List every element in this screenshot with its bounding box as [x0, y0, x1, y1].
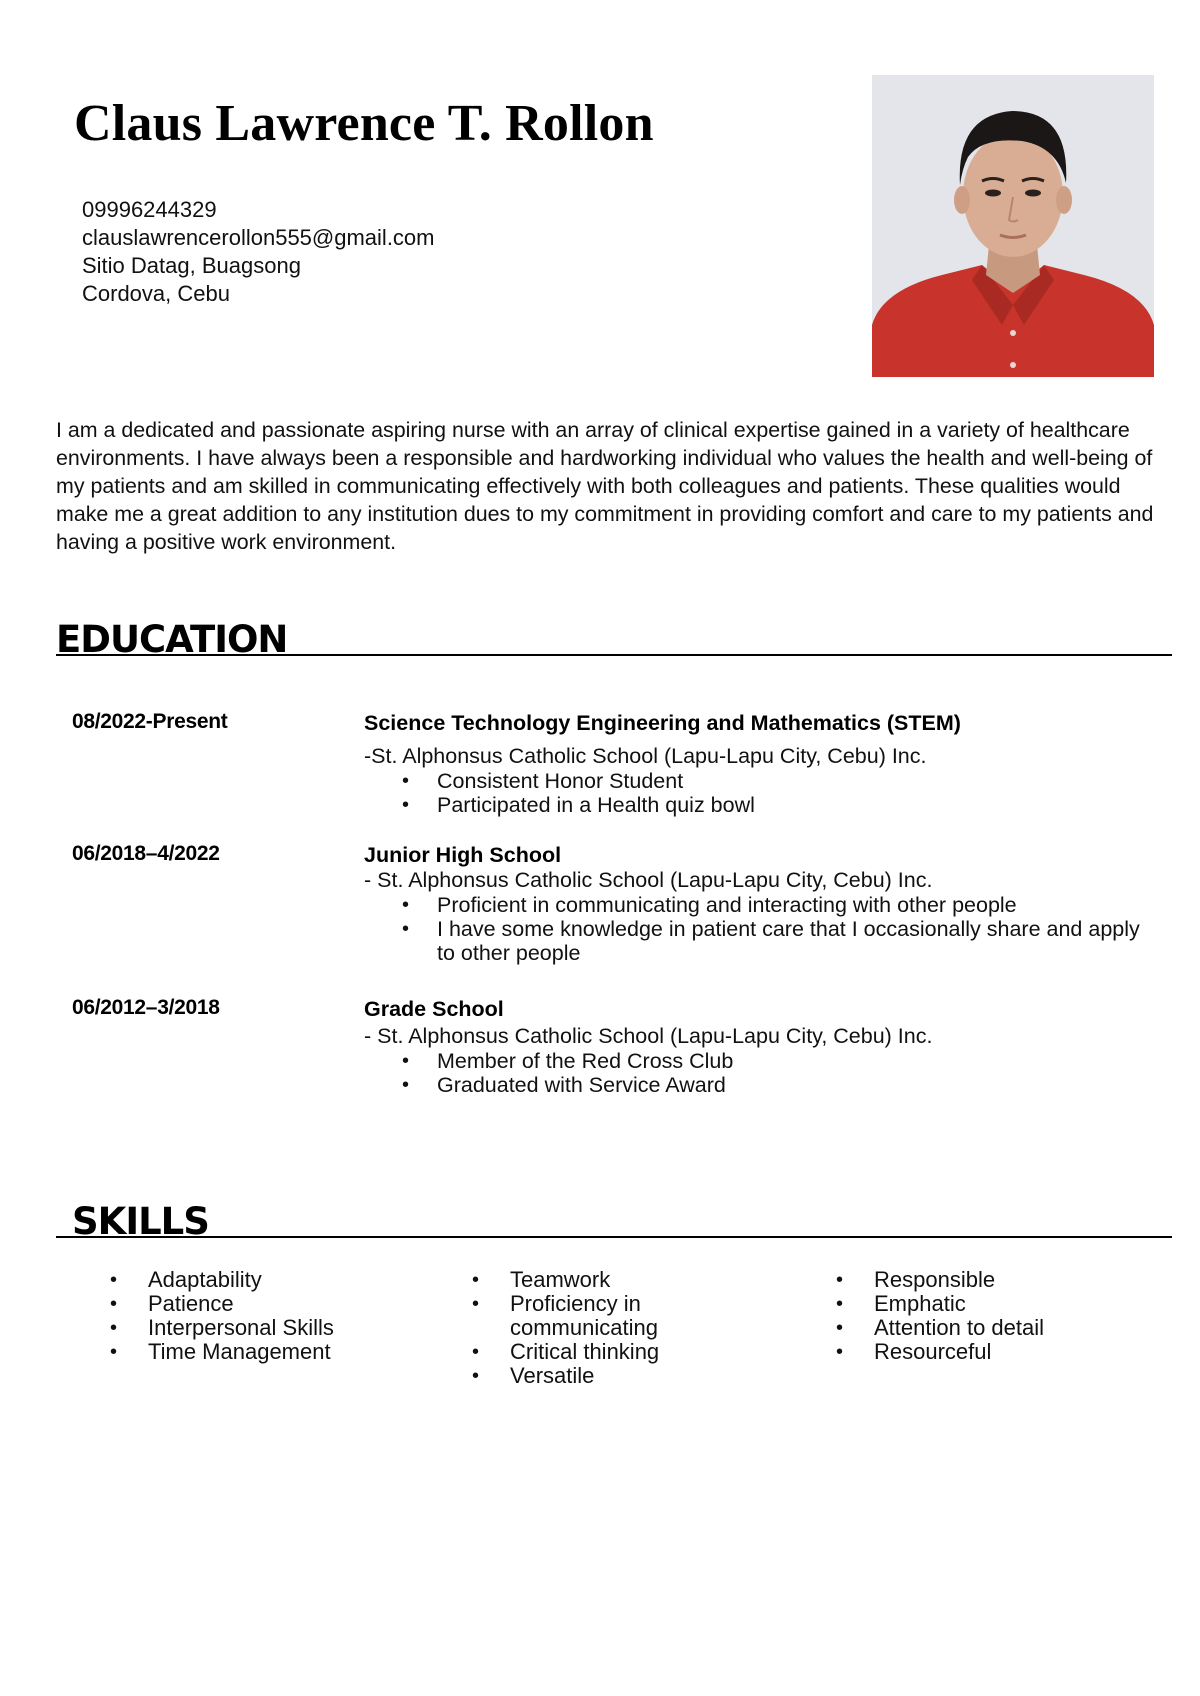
education-school: -St. Alphonsus Catholic School (Lapu-Lapu City, Cebu) Inc. — [364, 744, 927, 768]
list-item: • Participated in a Health quiz bowl — [402, 793, 755, 817]
list-item: • Adaptability — [110, 1267, 262, 1292]
address-line-2: Cordova, Cebu — [82, 281, 230, 306]
education-title: Junior High School — [364, 843, 562, 867]
bullet-icon: • — [402, 918, 410, 940]
list-item: • Responsible — [836, 1267, 996, 1292]
education-heading: EDUCATION — [56, 618, 288, 661]
bullet-icon: • — [402, 794, 410, 816]
education-date: 06/2012–3/2018 — [72, 996, 220, 1019]
list-item: • Attention to detail — [836, 1315, 1045, 1340]
education-bullets — [364, 1049, 1154, 1097]
list-item: • Graduated with Service Award — [402, 1073, 726, 1097]
candidate-name: Claus Lawrence T. Rollon — [74, 95, 654, 152]
bullet-icon: • — [472, 1341, 480, 1363]
skills-section-header — [56, 1192, 1172, 1243]
education-bullets — [364, 893, 1154, 965]
bullet-icon: • — [836, 1269, 844, 1291]
bullet-icon: • — [402, 770, 410, 792]
bullet-icon: • — [110, 1293, 118, 1315]
list-item: • Time Management — [110, 1339, 331, 1364]
email-address: clauslawrencerollon555@gmail.com — [82, 225, 435, 250]
education-details — [364, 996, 1154, 1097]
skills-column-2 — [472, 1268, 722, 1388]
education-school: - St. Alphonsus Catholic School (Lapu-Lapu City, Cebu) Inc. — [364, 868, 933, 892]
skills-column-1 — [110, 1268, 410, 1364]
list-item: • Resourceful — [836, 1339, 992, 1364]
list-item: • Interpersonal Skills — [110, 1315, 334, 1340]
list-item: • Emphatic — [836, 1291, 966, 1316]
bullet-icon: • — [402, 1050, 410, 1072]
list-item: • Proficiency in communicating — [472, 1291, 658, 1340]
bullet-icon: • — [836, 1341, 844, 1363]
skills-column-3 — [836, 1268, 1136, 1364]
skills-heading: SKILLS — [72, 1200, 209, 1243]
bullet-icon: • — [402, 1074, 410, 1096]
address-line-1: Sitio Datag, Buagsong — [82, 253, 301, 278]
bullet-icon: • — [110, 1269, 118, 1291]
education-title: Grade School — [364, 997, 504, 1021]
professional-summary: I am a dedicated and passionate aspiring nurse with an array of clinical expertise gained in a variety of healthcare environments. I have always been a responsible and hardworking individual who values the health and well-being of my patients and am skilled in communicating effectively with both colleagues and patients. These qualities would make me a great addition to any institution dues to my commitment in providing comfort and care to my patients and having a positive work environment. — [56, 418, 1154, 554]
list-item: • Versatile — [472, 1363, 595, 1388]
education-title: Science Technology Engineering and Mathematics (STEM) — [364, 711, 961, 735]
education-date: 08/2022-Present — [72, 710, 228, 733]
education-details — [364, 842, 1154, 965]
bullet-icon: • — [836, 1293, 844, 1315]
list-item: • Member of the Red Cross Club — [402, 1049, 734, 1073]
list-item: • Teamwork — [472, 1267, 611, 1292]
profile-photo — [872, 75, 1154, 377]
education-details — [364, 710, 1154, 817]
education-date: 06/2018–4/2022 — [72, 842, 220, 865]
list-item: • Critical thinking — [472, 1339, 660, 1364]
list-item: • Consistent Honor Student — [402, 769, 684, 793]
bullet-icon: • — [472, 1293, 480, 1315]
education-section-header — [56, 610, 1172, 661]
bullet-icon: • — [402, 894, 410, 916]
bullet-icon: • — [472, 1365, 480, 1387]
bullet-icon: • — [110, 1341, 118, 1363]
bullet-icon: • — [836, 1317, 844, 1339]
contact-info — [82, 196, 435, 308]
bullet-icon: • — [472, 1269, 480, 1291]
list-item: • I have some knowledge in patient care that I occasionally share and apply to other people — [402, 917, 1140, 965]
bullet-icon: • — [110, 1317, 118, 1339]
education-school: - St. Alphonsus Catholic School (Lapu-Lapu City, Cebu) Inc. — [364, 1024, 933, 1048]
list-item: • Proficient in communicating and interacting with other people — [402, 893, 1017, 917]
phone-number: 09996244329 — [82, 197, 217, 222]
list-item: • Patience — [110, 1291, 234, 1316]
education-bullets — [364, 769, 1154, 817]
